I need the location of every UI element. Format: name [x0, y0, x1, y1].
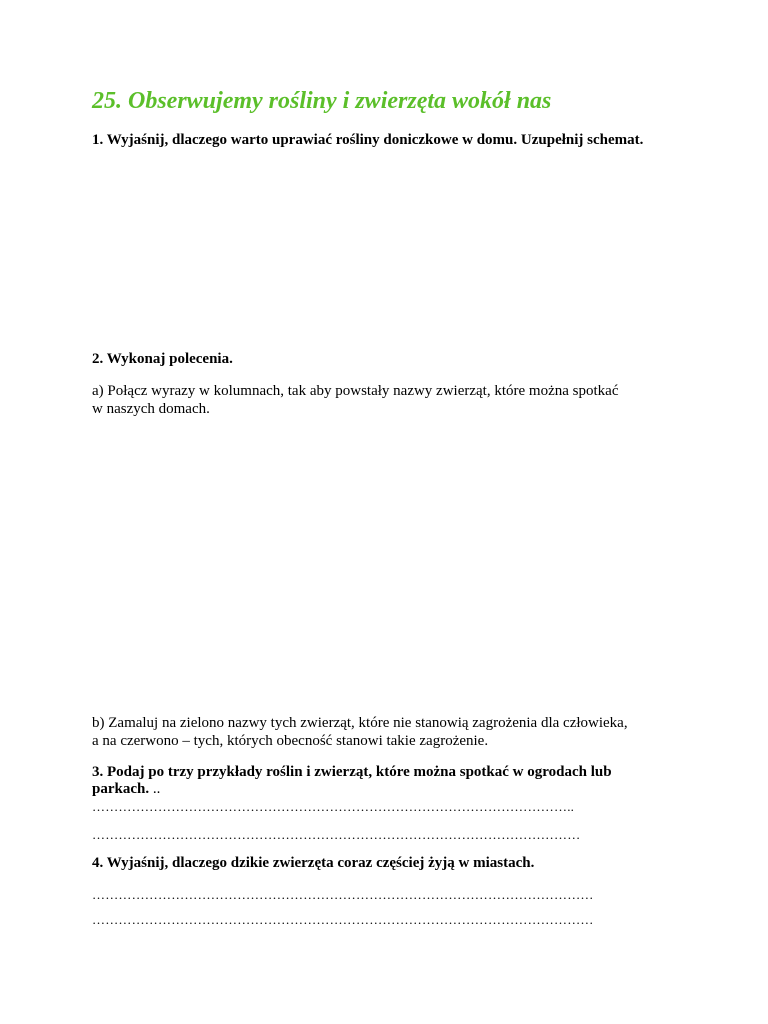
answer-line-3-2[interactable]: ………………………………………………………………………………………………… — [92, 827, 581, 842]
answer-line-3-1[interactable]: ……………………………………………………………………………………………….. — [92, 799, 575, 814]
question-3-line-2 — [92, 780, 160, 798]
question-2b-line-2: a na czerwono – tych, których obecność stanowi takie zagrożenie. — [92, 733, 489, 749]
question-3-line-2-text: parkach. — [92, 781, 150, 797]
question-2a-line-1: a) Połącz wyrazy w kolumnach, tak aby powstały nazwy zwierząt, które można spotkać — [92, 383, 619, 399]
answer-line-4-2[interactable]: …………………………………………………………………………………………………… — [92, 912, 594, 927]
question-1: 1. Wyjaśnij, dlaczego warto uprawiać rośliny doniczkowe w domu. Uzupełnij schemat. — [92, 132, 644, 148]
answer-line-4-1[interactable]: …………………………………………………………………………………………………… — [92, 887, 594, 902]
page-title: 25. Obserwujemy rośliny i zwierzęta wokół nas — [92, 88, 552, 114]
question-2: 2. Wykonaj polecenia. — [92, 351, 233, 367]
question-3-line-1: 3. Podaj po trzy przykłady roślin i zwierząt, które można spotkać w ogrodach lub — [92, 764, 612, 780]
question-3-line-2-suffix: .. — [149, 781, 161, 797]
question-2b-line-1: b) Zamaluj na zielono nazwy tych zwierząt, które nie stanowią zagrożenia dla człowieka, — [92, 715, 628, 731]
question-4: 4. Wyjaśnij, dlaczego dzikie zwierzęta coraz częściej żyją w miastach. — [92, 855, 535, 871]
question-2a-line-2: w naszych domach. — [92, 401, 210, 417]
